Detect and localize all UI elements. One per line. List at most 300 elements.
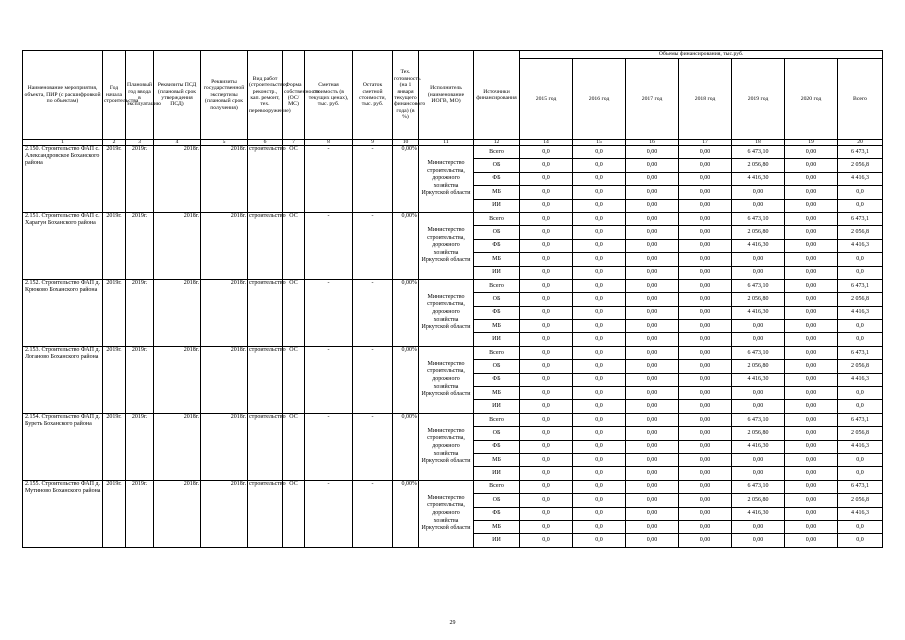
- funding-value: 0,0: [838, 453, 883, 466]
- source-label: ОБ: [474, 360, 520, 373]
- object-start: 2019г.: [103, 413, 126, 480]
- funding-value: 0,0: [838, 520, 883, 533]
- object-name: 2.152. Строительство ФАП д. Крюково Боханского района: [23, 279, 103, 346]
- funding-value: 0,00: [785, 373, 838, 386]
- funding-value: 0,00: [785, 172, 838, 185]
- funding-value: 0,0: [573, 534, 626, 547]
- object-name: 2.151. Строительство ФАП с. Харагун Боханского района: [23, 212, 103, 279]
- funding-value: 6 473,10: [732, 480, 785, 493]
- funding-value: 0,0: [520, 320, 573, 333]
- funding-value: 0,00: [626, 346, 679, 359]
- funding-value: 0,00: [785, 186, 838, 199]
- object-start: 2019г.: [103, 212, 126, 279]
- funding-value: 0,00: [626, 387, 679, 400]
- source-label: Всего: [474, 346, 520, 359]
- funding-value: 0,00: [679, 413, 732, 426]
- funding-value: 0,0: [520, 360, 573, 373]
- funding-value: 0,00: [626, 534, 679, 547]
- funding-value: 0,0: [520, 453, 573, 466]
- funding-value: 0,00: [679, 293, 732, 306]
- funding-value: 0,00: [785, 266, 838, 279]
- funding-value: 4 416,3: [838, 373, 883, 386]
- funding-value: 0,00: [626, 306, 679, 319]
- funding-value: 2 056,8: [838, 427, 883, 440]
- funding-value: 0,00: [679, 346, 732, 359]
- column-number: 11: [419, 140, 474, 146]
- funding-value: 0,00: [626, 480, 679, 493]
- object-cost: -: [305, 146, 353, 213]
- funding-value: 0,00: [785, 199, 838, 212]
- funding-value: 0,0: [838, 266, 883, 279]
- funding-value: 0,00: [732, 253, 785, 266]
- source-label: ИИ: [474, 333, 520, 346]
- funding-value: 0,00: [732, 387, 785, 400]
- funding-value: 0,00: [626, 212, 679, 225]
- table-row: [23, 146, 883, 159]
- source-label: МБ: [474, 453, 520, 466]
- header-remaining-cost: Остаток сметной стоимости, тыс. руб.: [353, 51, 393, 140]
- funding-value: 0,00: [626, 159, 679, 172]
- source-label: ОБ: [474, 427, 520, 440]
- object-name: 2.154. Строительство ФАП д. Буреть Боханского района: [23, 413, 103, 480]
- object-rest: -: [353, 480, 393, 547]
- funding-value: 0,00: [626, 453, 679, 466]
- funding-value: 0,0: [520, 346, 573, 359]
- funding-value: 0,00: [626, 427, 679, 440]
- column-number: 19: [785, 140, 838, 146]
- funding-value: 0,0: [573, 400, 626, 413]
- funding-value: 4 416,30: [732, 440, 785, 453]
- funding-value: 0,0: [520, 534, 573, 547]
- object-exam: 2018г.: [201, 346, 248, 413]
- table-row: [23, 413, 883, 426]
- funding-value: 6 473,1: [838, 480, 883, 493]
- source-label: ОБ: [474, 159, 520, 172]
- header-planned-year: Плановый год ввода в эксплуатацию: [126, 51, 154, 140]
- funding-value: 0,00: [626, 146, 679, 159]
- object-rest: -: [353, 212, 393, 279]
- header-sources: Источники финансирования: [474, 51, 520, 140]
- object-cost: -: [305, 346, 353, 413]
- funding-value: 0,00: [785, 333, 838, 346]
- funding-value: 0,0: [838, 186, 883, 199]
- object-work: строительство: [248, 279, 283, 346]
- funding-value: 0,0: [573, 480, 626, 493]
- funding-value: 0,0: [520, 467, 573, 480]
- funding-value: 0,00: [626, 253, 679, 266]
- object-name: 2.153. Строительство ФАП д. Логаново Боханского района: [23, 346, 103, 413]
- object-ready: 0,00%: [393, 346, 419, 413]
- object-rest: -: [353, 413, 393, 480]
- funding-value: 0,00: [732, 453, 785, 466]
- object-work: строительство: [248, 346, 283, 413]
- financing-table: [22, 50, 883, 548]
- header-readiness: Тех. готовность (на 1 января текущего финансового года) (в %): [393, 51, 419, 140]
- funding-value: 2 056,8: [838, 360, 883, 373]
- funding-value: 0,0: [573, 467, 626, 480]
- object-cost: -: [305, 279, 353, 346]
- funding-value: 0,00: [626, 226, 679, 239]
- funding-value: 0,0: [573, 320, 626, 333]
- funding-value: 0,00: [679, 440, 732, 453]
- funding-value: 2 056,80: [732, 159, 785, 172]
- source-label: МБ: [474, 520, 520, 533]
- funding-value: 0,0: [573, 427, 626, 440]
- header-start-year: Год начала строительства: [103, 51, 126, 140]
- funding-value: 4 416,30: [732, 172, 785, 185]
- column-number: 9: [353, 140, 393, 146]
- column-number: 2: [103, 140, 126, 146]
- source-label: МБ: [474, 320, 520, 333]
- object-exam: 2018г.: [201, 279, 248, 346]
- source-label: ФБ: [474, 440, 520, 453]
- funding-value: 0,0: [520, 172, 573, 185]
- funding-value: 0,00: [785, 534, 838, 547]
- funding-value: 0,0: [573, 413, 626, 426]
- funding-value: 0,0: [838, 199, 883, 212]
- funding-value: 0,00: [785, 453, 838, 466]
- funding-value: 0,0: [520, 400, 573, 413]
- header-year-6: Всего: [838, 59, 883, 140]
- funding-value: 2 056,8: [838, 293, 883, 306]
- funding-value: 6 473,10: [732, 212, 785, 225]
- funding-value: 0,0: [573, 293, 626, 306]
- source-label: ИИ: [474, 400, 520, 413]
- funding-value: 6 473,1: [838, 346, 883, 359]
- object-start: 2019г.: [103, 346, 126, 413]
- funding-value: 0,00: [626, 400, 679, 413]
- funding-value: 0,0: [838, 333, 883, 346]
- object-name: 2.150. Строительство ФАП с. Александровское Боханского района: [23, 146, 103, 213]
- funding-value: 0,00: [679, 467, 732, 480]
- header-year-0: 2015 год: [520, 59, 573, 140]
- column-number: 5: [201, 140, 248, 146]
- object-exam: 2018г.: [201, 480, 248, 547]
- table-row: [23, 279, 883, 292]
- object-cost: -: [305, 413, 353, 480]
- column-number: 3: [126, 140, 154, 146]
- funding-value: 0,0: [520, 480, 573, 493]
- funding-value: 0,0: [520, 279, 573, 292]
- source-label: ФБ: [474, 373, 520, 386]
- funding-value: 0,00: [626, 239, 679, 252]
- funding-value: 0,00: [785, 320, 838, 333]
- funding-value: 0,0: [838, 387, 883, 400]
- funding-value: 0,00: [732, 199, 785, 212]
- object-ready: 0,00%: [393, 480, 419, 547]
- funding-value: 0,0: [520, 239, 573, 252]
- object-start: 2019г.: [103, 279, 126, 346]
- funding-value: 0,00: [732, 520, 785, 533]
- funding-value: 0,00: [679, 279, 732, 292]
- funding-value: 0,00: [626, 467, 679, 480]
- funding-value: 0,0: [573, 306, 626, 319]
- funding-value: 0,00: [679, 494, 732, 507]
- funding-value: 0,0: [573, 360, 626, 373]
- source-label: ФБ: [474, 239, 520, 252]
- funding-value: 0,00: [626, 186, 679, 199]
- funding-value: 0,0: [573, 494, 626, 507]
- source-label: Всего: [474, 146, 520, 159]
- object-start: 2019г.: [103, 480, 126, 547]
- header-year-4: 2019 год: [732, 59, 785, 140]
- funding-value: 0,0: [520, 293, 573, 306]
- column-number: 1: [23, 140, 103, 146]
- source-label: МБ: [474, 387, 520, 400]
- funding-value: 0,0: [573, 387, 626, 400]
- object-form: ОС: [283, 480, 305, 547]
- funding-value: 0,00: [626, 413, 679, 426]
- funding-value: 0,0: [520, 159, 573, 172]
- header-exam-details: Реквизиты государственной экспертизы (плановый срок получения): [201, 51, 248, 140]
- object-rest: -: [353, 279, 393, 346]
- funding-value: 0,00: [626, 279, 679, 292]
- object-psd: 2018г.: [154, 212, 201, 279]
- funding-value: 0,00: [732, 467, 785, 480]
- object-executor: Министерство строительства, дорожного хозяйства Иркутской области: [419, 480, 474, 547]
- funding-value: 0,00: [785, 146, 838, 159]
- funding-value: 0,0: [520, 212, 573, 225]
- funding-value: 0,00: [785, 427, 838, 440]
- funding-value: 0,00: [679, 520, 732, 533]
- funding-value: 4 416,3: [838, 440, 883, 453]
- object-planned: 2019г.: [126, 346, 154, 413]
- object-psd: 2018г.: [154, 480, 201, 547]
- header-name: Наименование мероприятия, объекта, ПИР (с расшифровкой по объектам): [23, 51, 103, 140]
- source-label: ОБ: [474, 494, 520, 507]
- funding-value: 0,00: [679, 387, 732, 400]
- funding-value: 0,00: [679, 266, 732, 279]
- funding-value: 0,0: [838, 253, 883, 266]
- funding-value: 6 473,10: [732, 146, 785, 159]
- object-planned: 2019г.: [126, 146, 154, 213]
- source-label: ФБ: [474, 507, 520, 520]
- funding-value: 0,00: [679, 172, 732, 185]
- object-rest: -: [353, 346, 393, 413]
- funding-value: 0,00: [732, 400, 785, 413]
- funding-value: 0,00: [785, 346, 838, 359]
- funding-value: 0,0: [520, 199, 573, 212]
- funding-value: 0,00: [679, 320, 732, 333]
- funding-value: 0,00: [679, 534, 732, 547]
- object-work: строительство: [248, 480, 283, 547]
- funding-value: 6 473,10: [732, 346, 785, 359]
- funding-value: 0,00: [626, 440, 679, 453]
- funding-value: 2 056,8: [838, 226, 883, 239]
- funding-value: 0,0: [838, 320, 883, 333]
- object-form: ОС: [283, 346, 305, 413]
- source-label: ФБ: [474, 172, 520, 185]
- object-work: строительство: [248, 212, 283, 279]
- funding-value: 0,00: [626, 494, 679, 507]
- funding-value: 4 416,3: [838, 306, 883, 319]
- object-name: 2.155. Строительство ФАП д. Мутиново Боханского района: [23, 480, 103, 547]
- funding-value: 0,00: [679, 360, 732, 373]
- funding-value: 0,00: [785, 520, 838, 533]
- table-row: [23, 346, 883, 359]
- funding-value: 0,0: [573, 199, 626, 212]
- header-work-type: Вид работ (строительство, реконстр., кап. ремонт, тех. перевооружение): [248, 51, 283, 140]
- funding-value: 6 473,1: [838, 212, 883, 225]
- funding-value: 0,00: [679, 400, 732, 413]
- object-executor: Министерство строительства, дорожного хозяйства Иркутской области: [419, 413, 474, 480]
- funding-value: 0,00: [785, 279, 838, 292]
- funding-value: 0,00: [626, 199, 679, 212]
- funding-value: 0,0: [573, 333, 626, 346]
- object-ready: 0,00%: [393, 413, 419, 480]
- object-planned: 2019г.: [126, 212, 154, 279]
- funding-value: 0,00: [785, 400, 838, 413]
- header-year-1: 2016 год: [573, 59, 626, 140]
- funding-value: 2 056,8: [838, 159, 883, 172]
- object-exam: 2018г.: [201, 212, 248, 279]
- header-funding-group: Объемы финансирования, тыс.руб.: [520, 51, 883, 59]
- funding-value: 0,0: [520, 494, 573, 507]
- header-ownership: Форма собственности (ОС/МС): [283, 51, 305, 140]
- funding-value: 0,0: [573, 212, 626, 225]
- funding-value: 0,0: [520, 413, 573, 426]
- funding-value: 0,00: [679, 159, 732, 172]
- source-label: ИИ: [474, 467, 520, 480]
- object-form: ОС: [283, 279, 305, 346]
- funding-value: 0,00: [626, 373, 679, 386]
- funding-value: 0,0: [838, 400, 883, 413]
- funding-value: 0,0: [520, 186, 573, 199]
- funding-value: 0,00: [785, 413, 838, 426]
- table-row: [23, 212, 883, 225]
- funding-value: 0,00: [785, 494, 838, 507]
- header-year-3: 2018 год: [679, 59, 732, 140]
- object-cost: -: [305, 480, 353, 547]
- header-executor: Исполнитель (наименование ИОГВ, МО): [419, 51, 474, 140]
- funding-value: 0,00: [732, 534, 785, 547]
- funding-value: 0,00: [679, 480, 732, 493]
- header-year-5: 2020 год: [785, 59, 838, 140]
- source-label: ФБ: [474, 306, 520, 319]
- object-exam: 2018г.: [201, 146, 248, 213]
- funding-value: 0,00: [785, 293, 838, 306]
- funding-value: 0,00: [679, 306, 732, 319]
- funding-value: 0,0: [573, 253, 626, 266]
- object-form: ОС: [283, 146, 305, 213]
- object-ready: 0,00%: [393, 212, 419, 279]
- funding-value: 0,0: [573, 279, 626, 292]
- funding-value: 0,0: [573, 146, 626, 159]
- funding-value: 0,0: [838, 467, 883, 480]
- object-form: ОС: [283, 413, 305, 480]
- funding-value: 6 473,1: [838, 279, 883, 292]
- funding-value: 0,00: [785, 253, 838, 266]
- funding-value: 0,00: [785, 360, 838, 373]
- source-label: Всего: [474, 413, 520, 426]
- funding-value: 6 473,1: [838, 413, 883, 426]
- funding-value: 0,00: [679, 373, 732, 386]
- funding-value: 0,00: [679, 212, 732, 225]
- object-ready: 0,00%: [393, 146, 419, 213]
- object-executor: Министерство строительства, дорожного хозяйства Иркутской области: [419, 279, 474, 346]
- page-number: 29: [449, 620, 456, 626]
- header-year-2: 2017 год: [626, 59, 679, 140]
- source-label: МБ: [474, 186, 520, 199]
- funding-value: 0,0: [520, 427, 573, 440]
- funding-value: 0,0: [520, 333, 573, 346]
- funding-value: 0,0: [573, 453, 626, 466]
- funding-value: 0,0: [520, 440, 573, 453]
- column-number: 14: [520, 140, 573, 146]
- funding-value: 0,0: [573, 226, 626, 239]
- funding-value: 4 416,3: [838, 172, 883, 185]
- object-executor: Министерство строительства, дорожного хозяйства Иркутской области: [419, 212, 474, 279]
- funding-value: 0,00: [732, 266, 785, 279]
- object-work: строительство: [248, 146, 283, 213]
- column-number: 15: [573, 140, 626, 146]
- object-planned: 2019г.: [126, 279, 154, 346]
- funding-value: 0,00: [785, 159, 838, 172]
- funding-value: 2 056,8: [838, 494, 883, 507]
- funding-value: 4 416,30: [732, 306, 785, 319]
- object-form: ОС: [283, 212, 305, 279]
- object-cost: -: [305, 212, 353, 279]
- object-ready: 0,00%: [393, 279, 419, 346]
- column-number: 20: [838, 140, 883, 146]
- funding-value: 0,00: [679, 146, 732, 159]
- funding-value: 0,00: [785, 212, 838, 225]
- funding-value: 0,0: [573, 239, 626, 252]
- funding-value: 0,00: [679, 453, 732, 466]
- funding-value: 0,0: [573, 373, 626, 386]
- column-number: 8: [305, 140, 353, 146]
- source-label: ОБ: [474, 226, 520, 239]
- funding-value: 0,00: [626, 293, 679, 306]
- object-exam: 2018г.: [201, 413, 248, 480]
- funding-value: 0,0: [520, 253, 573, 266]
- funding-value: 0,00: [785, 440, 838, 453]
- column-number: 18: [732, 140, 785, 146]
- source-label: МБ: [474, 253, 520, 266]
- funding-value: 0,00: [785, 387, 838, 400]
- object-executor: Министерство строительства, дорожного хозяйства Иркутской области: [419, 346, 474, 413]
- funding-value: 0,0: [520, 146, 573, 159]
- column-number: 6: [248, 140, 283, 146]
- funding-value: 0,0: [573, 346, 626, 359]
- funding-value: 0,00: [732, 333, 785, 346]
- funding-value: 0,0: [520, 520, 573, 533]
- funding-value: 0,0: [573, 159, 626, 172]
- funding-value: 0,00: [679, 226, 732, 239]
- funding-value: 0,0: [520, 226, 573, 239]
- funding-value: 0,00: [732, 186, 785, 199]
- funding-value: 2 056,80: [732, 427, 785, 440]
- funding-value: 6 473,1: [838, 146, 883, 159]
- funding-value: 0,0: [838, 534, 883, 547]
- source-label: Всего: [474, 279, 520, 292]
- object-planned: 2019г.: [126, 480, 154, 547]
- column-number: 10: [393, 140, 419, 146]
- funding-value: 6 473,10: [732, 413, 785, 426]
- object-executor: Министерство строительства, дорожного хозяйства Иркутской области: [419, 146, 474, 213]
- funding-value: 6 473,10: [732, 279, 785, 292]
- object-psd: 2018г.: [154, 279, 201, 346]
- funding-value: 0,0: [573, 440, 626, 453]
- funding-value: 0,00: [679, 199, 732, 212]
- funding-value: 0,0: [520, 306, 573, 319]
- funding-value: 0,00: [679, 333, 732, 346]
- table-row: [23, 480, 883, 493]
- funding-value: 0,00: [626, 266, 679, 279]
- funding-value: 0,00: [626, 320, 679, 333]
- column-number: 16: [626, 140, 679, 146]
- funding-value: 2 056,80: [732, 360, 785, 373]
